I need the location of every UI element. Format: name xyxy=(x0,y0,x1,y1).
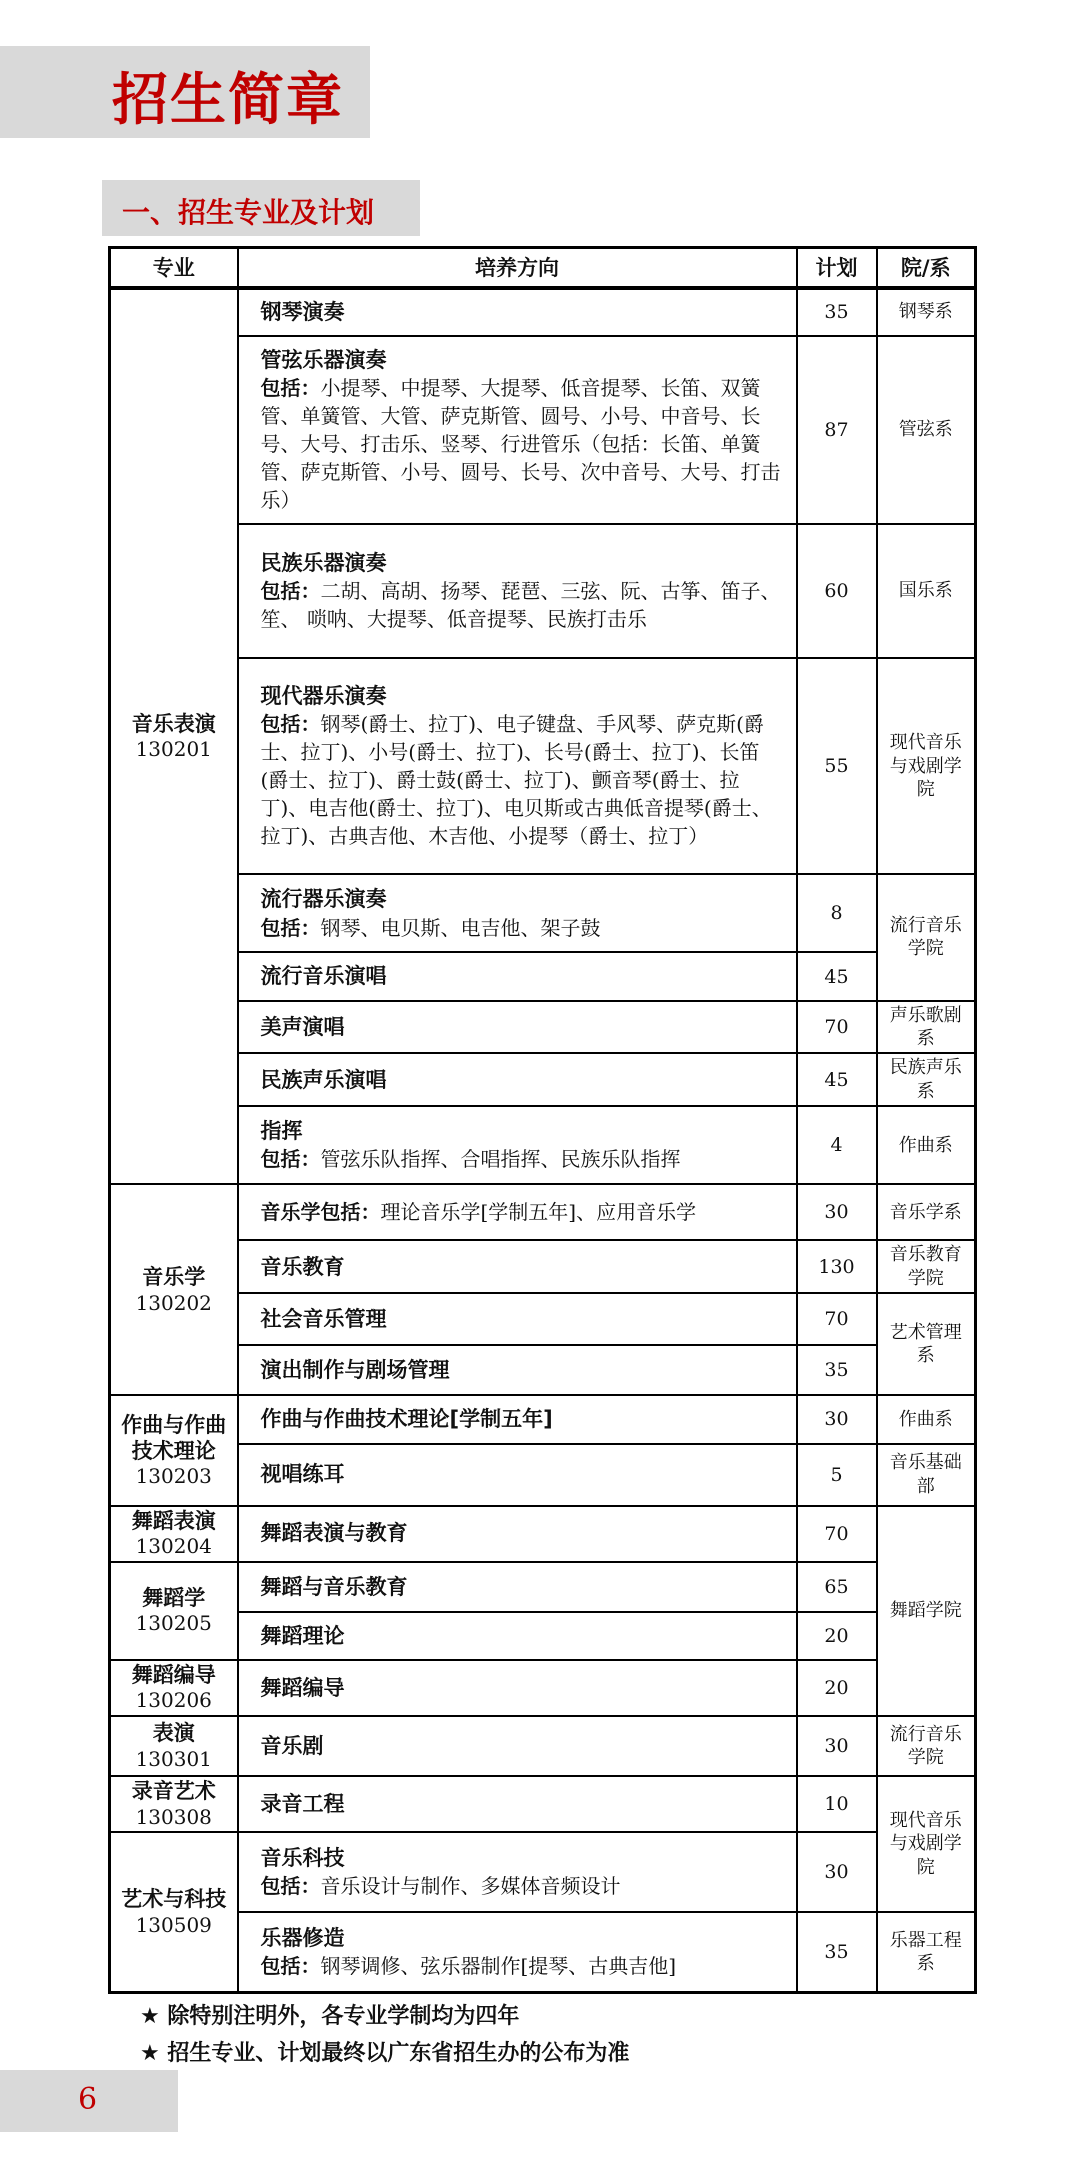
major-cell xyxy=(110,1776,238,1832)
major-name: 音乐学 xyxy=(142,1264,206,1290)
direction-name: 音乐学包括： xyxy=(260,1200,381,1225)
table-row xyxy=(110,1776,976,1832)
dept-cell: 声乐歌剧系 xyxy=(877,1001,976,1054)
major-code: 130308 xyxy=(135,1804,212,1829)
includes-label: 包括： xyxy=(260,579,321,604)
direction-name: 指挥 xyxy=(260,1119,303,1144)
title-band xyxy=(0,46,370,138)
major-cell xyxy=(110,1716,238,1776)
table-row xyxy=(110,1716,976,1776)
page-title: 招生简章 xyxy=(112,67,344,133)
major-name: 舞蹈编导 xyxy=(131,1662,216,1688)
direction-cell xyxy=(238,1506,797,1562)
includes-label: 包括： xyxy=(260,915,321,940)
includes-list: 钢琴、电贝斯、电吉他、架子鼓 xyxy=(320,915,601,940)
major-name: 录音艺术 xyxy=(131,1778,216,1804)
direction-name: 舞蹈与音乐教育 xyxy=(260,1574,408,1599)
dept-cell: 作曲系 xyxy=(877,1106,976,1184)
direction-cell xyxy=(238,874,797,952)
table-row xyxy=(110,874,976,952)
includes-label: 包括： xyxy=(260,1954,321,1979)
plan-count: 30 xyxy=(797,1832,877,1912)
table-row xyxy=(110,1240,976,1293)
direction-name: 现代器乐演奏 xyxy=(260,684,387,709)
plan-count: 65 xyxy=(797,1562,877,1612)
table-row xyxy=(110,1345,976,1395)
direction-cell xyxy=(238,952,797,1000)
direction-name: 音乐科技 xyxy=(260,1845,345,1870)
dept-cell: 钢琴系 xyxy=(877,288,976,336)
table-header-row xyxy=(110,248,976,288)
direction-cell xyxy=(238,1293,797,1345)
direction-name: 管弦乐器演奏 xyxy=(260,347,387,372)
dept-cell: 流行音乐学院 xyxy=(877,1716,976,1776)
table-row xyxy=(110,952,976,1000)
dept-cell: 音乐教育学院 xyxy=(877,1240,976,1293)
direction-cell xyxy=(238,658,797,874)
plan-count: 30 xyxy=(797,1184,877,1240)
plan-count: 10 xyxy=(797,1776,877,1832)
plan-count: 87 xyxy=(797,336,877,524)
direction-cell xyxy=(238,1562,797,1612)
table-row xyxy=(110,1506,976,1562)
major-cell xyxy=(110,1562,238,1660)
plan-count: 4 xyxy=(797,1106,877,1184)
dept-cell: 作曲系 xyxy=(877,1395,976,1443)
direction-name: 舞蹈编导 xyxy=(260,1675,345,1700)
major-code: 130204 xyxy=(135,1534,212,1559)
direction-cell xyxy=(238,1832,797,1912)
plan-count: 20 xyxy=(797,1660,877,1716)
direction-name: 演出制作与剧场管理 xyxy=(260,1358,450,1383)
direction-name: 美声演唱 xyxy=(260,1014,345,1039)
table-row xyxy=(110,1293,976,1345)
direction-cell xyxy=(238,524,797,658)
table-row xyxy=(110,1832,976,1912)
dept-cell: 现代音乐与戏剧学院 xyxy=(877,658,976,874)
direction-cell xyxy=(238,1912,797,1992)
table-row xyxy=(110,1184,976,1240)
includes-list: 钢琴调修、弦乐器制作[提琴、古典吉他] xyxy=(320,1954,677,1979)
includes-list: 小提琴、中提琴、大提琴、低音提琴、长笛、双簧管、单簧管、大管、萨克斯管、圆号、小号、中音号、长号、大号、打击乐、竖琴、行进管乐（包括：长笛、单簧管、萨克斯管、小号、圆号、长号、次中音号、大号、打击乐） xyxy=(260,375,781,512)
dept-cell: 音乐学系 xyxy=(877,1184,976,1240)
plan-count: 5 xyxy=(797,1444,877,1506)
header-plan: 计划 xyxy=(797,248,877,288)
direction-name: 流行音乐演唱 xyxy=(260,964,387,989)
plan-count: 30 xyxy=(797,1395,877,1443)
table-row xyxy=(110,1395,976,1443)
plan-count: 35 xyxy=(797,1912,877,1992)
plan-count: 55 xyxy=(797,658,877,874)
direction-cell xyxy=(238,1053,797,1106)
table-row xyxy=(110,288,976,336)
dept-cell: 音乐基础部 xyxy=(877,1444,976,1506)
major-code: 130206 xyxy=(135,1688,212,1713)
major-cell xyxy=(110,1832,238,1992)
plan-count: 70 xyxy=(797,1001,877,1054)
table-row xyxy=(110,336,976,524)
page-number-band xyxy=(0,2070,178,2132)
direction-cell xyxy=(238,1660,797,1716)
plan-count: 70 xyxy=(797,1506,877,1562)
plan-count: 70 xyxy=(797,1293,877,1345)
header-dept: 院/系 xyxy=(877,248,976,288)
dept-cell: 舞蹈学院 xyxy=(877,1506,976,1716)
major-name: 音乐表演 xyxy=(131,710,216,736)
major-name: 作曲与作曲技术理论 xyxy=(121,1411,227,1464)
page-number: 6 xyxy=(78,2082,98,2117)
direction-name: 视唱练耳 xyxy=(260,1462,345,1487)
header-major: 专业 xyxy=(110,248,238,288)
table-row xyxy=(110,1660,976,1716)
table-row xyxy=(110,1612,976,1660)
major-name: 表演 xyxy=(152,1720,195,1746)
table-row xyxy=(110,1053,976,1106)
section-title: 一、招生专业及计划 xyxy=(122,196,375,229)
plan-count: 35 xyxy=(797,1345,877,1395)
table-row xyxy=(110,1001,976,1054)
includes-label: 包括： xyxy=(260,375,321,400)
plan-count: 130 xyxy=(797,1240,877,1293)
major-name: 舞蹈表演 xyxy=(131,1508,216,1534)
plan-count: 20 xyxy=(797,1612,877,1660)
direction-name: 流行器乐演奏 xyxy=(260,887,387,912)
includes-list: 钢琴(爵士、拉丁)、电子键盘、手风琴、萨克斯(爵士、拉丁)、小号(爵士、拉丁)、长号(爵士、拉丁)、长笛(爵士、拉丁)、爵士鼓(爵士、拉丁)、颤音琴(爵士、拉丁)、电吉他(爵士、拉丁)、电贝斯或古典低音提琴(爵士、拉丁)、古典吉他、木吉他、小提琴（爵士、拉丁） xyxy=(260,712,772,849)
dept-cell: 乐器工程系 xyxy=(877,1912,976,1992)
major-code: 130509 xyxy=(135,1912,212,1937)
direction-cell xyxy=(238,1776,797,1832)
direction-name: 作曲与作曲技术理论[学制五年] xyxy=(260,1407,553,1432)
dept-cell: 艺术管理系 xyxy=(877,1293,976,1395)
major-code: 130203 xyxy=(135,1464,212,1489)
direction-name: 乐器修造 xyxy=(260,1925,345,1950)
major-name: 艺术与科技 xyxy=(121,1886,227,1912)
major-cell xyxy=(110,1395,238,1505)
major-code: 130202 xyxy=(135,1290,212,1315)
major-cell xyxy=(110,288,238,1185)
direction-name: 舞蹈理论 xyxy=(260,1623,345,1648)
direction-name: 民族乐器演奏 xyxy=(260,550,387,575)
direction-name: 音乐剧 xyxy=(260,1733,324,1758)
plan-count: 60 xyxy=(797,524,877,658)
includes-list: 管弦乐队指挥、合唱指挥、民族乐队指挥 xyxy=(320,1147,681,1172)
direction-cell xyxy=(238,1001,797,1054)
includes-label: 包括： xyxy=(260,1874,321,1899)
direction-name: 民族声乐演唱 xyxy=(260,1067,387,1092)
table-row xyxy=(110,1106,976,1184)
direction-name: 舞蹈表演与教育 xyxy=(260,1521,408,1546)
dept-cell: 管弦系 xyxy=(877,336,976,524)
includes-list: 音乐设计与制作、多媒体音频设计 xyxy=(320,1874,621,1899)
direction-cell xyxy=(238,1240,797,1293)
direction-name: 录音工程 xyxy=(260,1791,345,1816)
includes-label: 包括： xyxy=(260,712,321,737)
plan-count: 30 xyxy=(797,1716,877,1776)
direction-cell xyxy=(238,336,797,524)
direction-cell xyxy=(238,1716,797,1776)
enrollment-plan-table xyxy=(108,246,977,1994)
includes-label: 包括： xyxy=(260,1147,321,1172)
direction-cell xyxy=(238,1612,797,1660)
dept-cell: 国乐系 xyxy=(877,524,976,658)
plan-count: 45 xyxy=(797,952,877,1000)
major-cell xyxy=(110,1184,238,1395)
plan-count: 35 xyxy=(797,288,877,336)
table-row xyxy=(110,1444,976,1506)
section-band xyxy=(102,180,420,236)
direction-cell xyxy=(238,1395,797,1443)
direction-cell xyxy=(238,288,797,336)
notes xyxy=(140,1998,629,2072)
direction-name: 音乐教育 xyxy=(260,1254,345,1279)
direction-cell xyxy=(238,1345,797,1395)
direction-name: 社会音乐管理 xyxy=(260,1307,387,1332)
major-code: 130301 xyxy=(135,1746,212,1771)
table-row xyxy=(110,524,976,658)
includes-list: 理论音乐学[学制五年]、应用音乐学 xyxy=(380,1200,697,1225)
major-code: 130201 xyxy=(135,737,212,762)
direction-name: 钢琴演奏 xyxy=(260,299,345,324)
table-row xyxy=(110,1912,976,1992)
table-row xyxy=(110,1562,976,1612)
note-duration: ★ 除特别注明外，各专业学制均为四年 xyxy=(140,2004,520,2029)
direction-cell xyxy=(238,1106,797,1184)
direction-cell xyxy=(238,1184,797,1240)
major-cell xyxy=(110,1506,238,1562)
table-row xyxy=(110,658,976,874)
dept-cell: 流行音乐学院 xyxy=(877,874,976,1000)
includes-list: 二胡、高胡、扬琴、琵琶、三弦、阮、古筝、笛子、笙、 唢呐、大提琴、低音提琴、民族打击乐 xyxy=(260,579,781,632)
direction-cell xyxy=(238,1444,797,1506)
dept-cell: 现代音乐与戏剧学院 xyxy=(877,1776,976,1912)
header-direction: 培养方向 xyxy=(238,248,797,288)
major-cell xyxy=(110,1660,238,1716)
dept-cell: 民族声乐系 xyxy=(877,1053,976,1106)
plan-count: 8 xyxy=(797,874,877,952)
major-name: 舞蹈学 xyxy=(142,1585,206,1611)
major-code: 130205 xyxy=(135,1611,212,1636)
plan-count: 45 xyxy=(797,1053,877,1106)
note-official: ★ 招生专业、计划最终以广东省招生办的公布为准 xyxy=(140,2041,630,2066)
